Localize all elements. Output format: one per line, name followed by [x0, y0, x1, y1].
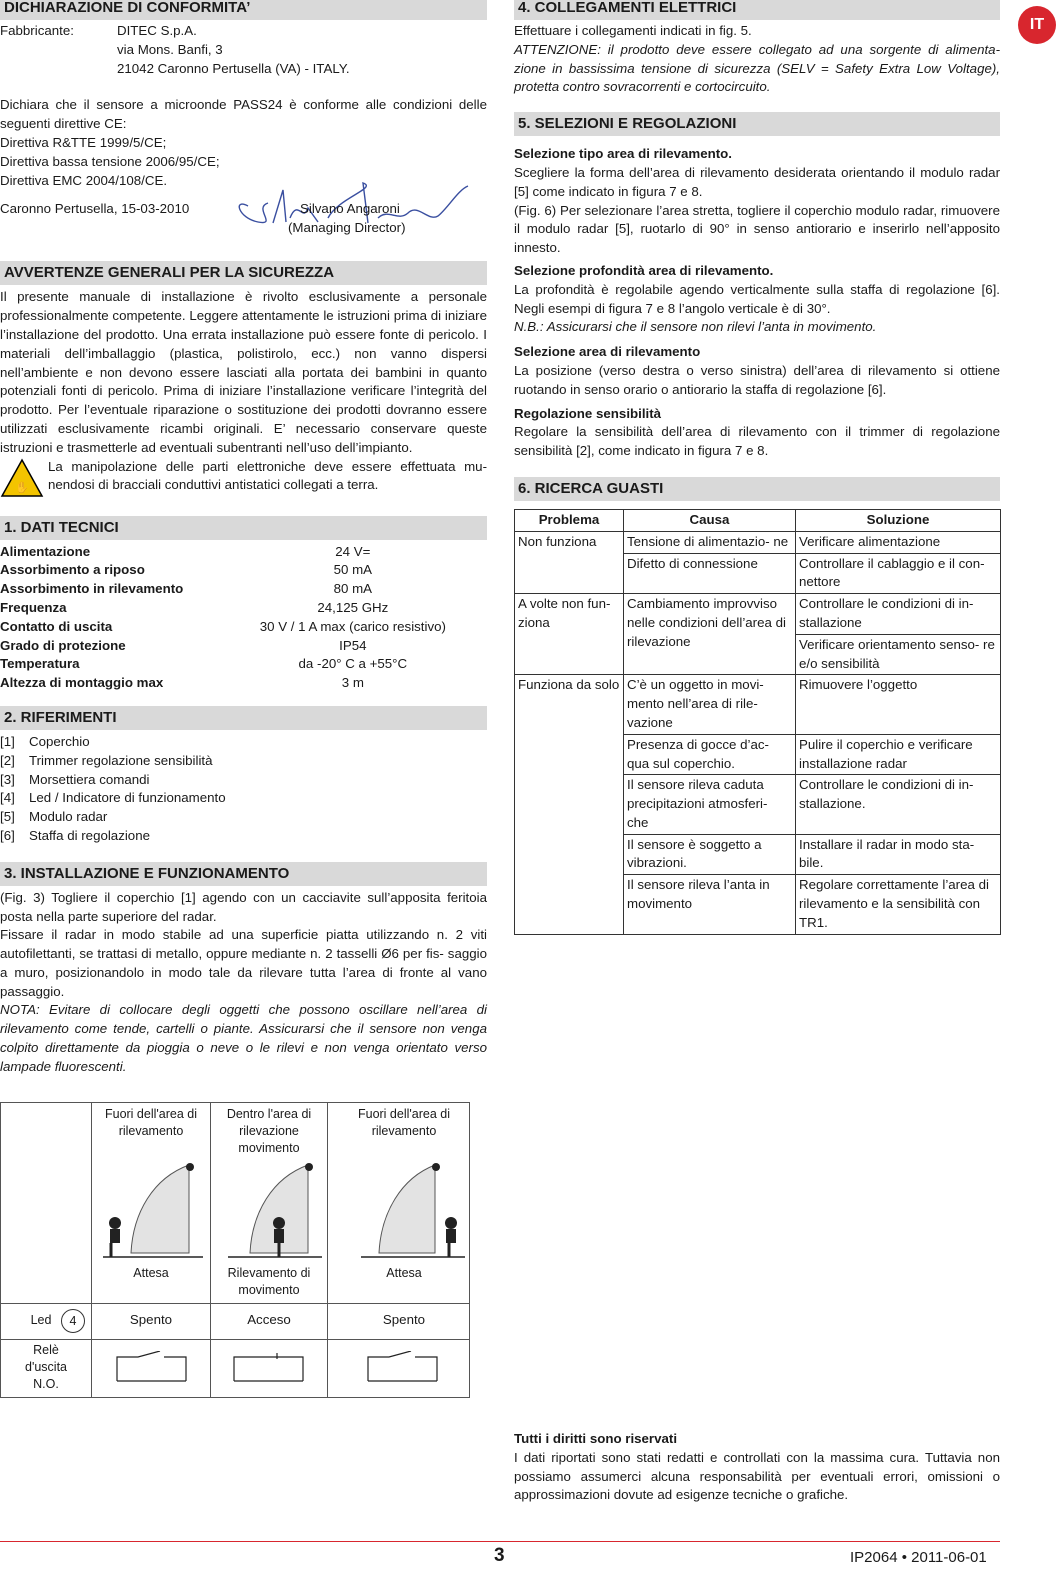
directive-item: Direttiva bassa tensione 2006/95/CE;	[0, 153, 220, 169]
detection-zone-icon	[212, 1153, 326, 1263]
rights-heading: Tutti i diritti sono riservati	[514, 1431, 678, 1446]
right-column	[514, 0, 1000, 1503]
table-header: Causa	[624, 509, 796, 531]
table-row: Il sensore è soggetto a vibrazioni. Installare il radar in modo sta- bile.	[515, 834, 1001, 875]
paragraph-note: N.B.: Assicurarsi che il sensore non rilevi l’anta in movimento.	[514, 319, 877, 335]
paragraph: La posizione (verso destra o verso sinistra) dell’area di rilevamento si ottiene ruotando in senso orario o antiorario la staffa di regolazione [6].	[514, 362, 1000, 397]
operation-figure	[0, 1102, 470, 1398]
spec-row: Assorbimento a riposo 50 mA	[0, 562, 373, 578]
table-row: Difetto di connessione Controllare il cablaggio e il con- nettore	[515, 553, 1001, 594]
section-tech-data-title: 1. DATI TECNICI	[0, 516, 487, 540]
place-date: Caronno Pertusella, 15-03-2010	[0, 201, 190, 217]
detection-zone-icon	[341, 1153, 467, 1263]
table-row: Presenza di gocce d’ac- qua sul coperchio. Pulire il coperchio e verificare installazione radar	[515, 734, 1001, 775]
state-label: Rilevamento di movimento	[227, 1266, 311, 1297]
paragraph: Regolare la sensibilità dell’area di rilevamento con il trimmer di regolazione sensibilità [2], come indicato in figura 7 e 8.	[514, 424, 1000, 459]
reference-item: [3] Morsettiera comandi	[0, 771, 150, 787]
spec-row: Temperatura da -20° C a +55°C	[0, 656, 408, 672]
language-badge: IT	[1018, 6, 1056, 44]
safety-text: Il presente manuale di installazione è rivolto esclusivamente a personale professionalmente competente. Leggere attentamente le istruzioni prima di iniziare l’installazione del prodotto. Una errata installazione può essere fonte di pericolo. I materiali dell’imballaggio (plastica, polistirolo, ecc.) non vanno dispersi nell’ambiente e non devono essere lasciati alla portata dei bambini in quanto potenziali fonti di pericolo. Prima di iniziare l’installazione verificare l’integrità del prodotto. Per l’eventuale riparazione o sostituzione dei prodotti dovranno essere utilizzati esclusivamente ricambi originali. E’ necessario conservare queste istruzioni e trasmetterle ad eventuali subentranti nell’uso dell’impianto.	[0, 289, 487, 455]
spec-row: Contatto di uscita 30 V / 1 A max (carico resistivo)	[0, 618, 446, 634]
section-selection-title: 5. SELEZIONI E REGOLAZIONI	[514, 112, 1000, 136]
relay-closed-icon	[233, 1351, 308, 1383]
subheading: Regolazione sensibilità	[514, 405, 662, 421]
paragraph: La profondità è regolabile agendo verticalmente sulla staffa di regolazione [6]. Negli esempi di figura 7 e 8 l’angolo verticale è di 30°.	[514, 281, 1000, 316]
svg-text:✋: ✋	[15, 481, 29, 494]
led-state: Acceso	[247, 1312, 291, 1327]
led-state: Spento	[382, 1312, 426, 1327]
detection-zone-icon	[93, 1153, 209, 1263]
electrical-note: ATTENZIONE: il prodotto deve essere collegato ad una sorgente di alimenta- zione in bassissima tensione di sicurezza (SELV = Safety Extra Low Voltage), protetta contro sovracorrenti e cortocircuito.	[514, 41, 1000, 95]
installation-text: (Fig. 3) Togliere il coperchio [1] agendo con un cacciavite sull’apposita feritoia posta nella parte superiore del radar.	[0, 889, 487, 924]
page-number: 3	[494, 1545, 505, 1566]
relay-open-icon	[116, 1351, 191, 1383]
manufacturer-line: 21042 Caronno Pertusella (VA) - ITALY.	[117, 60, 350, 76]
installation-text: Fissare il radar in modo stabile ad una superficie piatta utilizzando n. 2 viti autofilettanti, se trattasi di metallo, oppure mediante n. 2 tasselli Ø6 per fis- saggio a muro, posizionandolo in modo tale da rilevare tutta l’area di fronte al vano passaggio.	[0, 927, 487, 999]
spec-row: Alimentazione 24 V=	[0, 543, 371, 559]
section-declaration-title: DICHIARAZIONE DI CONFORMITA’	[0, 0, 487, 20]
subheading: Selezione tipo area di rilevamento.	[514, 146, 732, 162]
directive-item: Direttiva EMC 2004/108/CE.	[0, 172, 168, 188]
rights-text: I dati riportati sono stati redatti e controllati con la massima cura. Tuttavia non possiamo assumerci alcuna responsabilità per eventuali errori, omissioni o approssimazioni dovute ad esigenze tecniche o grafiche.	[514, 1449, 1000, 1503]
table-row: Non funziona Tensione di alimentazio- ne Verificare alimentazione	[515, 531, 1001, 553]
manufacturer-line: via Mons. Banfi, 3	[117, 41, 223, 57]
section-installation-title: 3. INSTALLAZIONE E FUNZIONAMENTO	[0, 862, 487, 886]
section-references-title: 2. RIFERIMENTI	[0, 706, 487, 730]
table-row: Verificare orientamento senso- re e/o sensibilità	[515, 634, 1001, 675]
spec-row: Assorbimento in rilevamento 80 mA	[0, 581, 373, 597]
led-label: Led	[30, 1313, 52, 1327]
subheading: Selezione area di rilevamento	[514, 344, 701, 360]
directive-item: Direttiva R&TTE 1999/5/CE;	[0, 134, 167, 150]
section-electrical-title: 4. COLLEGAMENTI ELETTRICI	[514, 0, 1000, 20]
section-troubleshooting-title: 6. RICERCA GUASTI	[514, 477, 1000, 501]
left-column	[0, 0, 487, 1077]
reference-item: [4] Led / Indicatore di funzionamento	[0, 790, 226, 806]
state-label: Attesa	[133, 1266, 169, 1280]
spec-row: Altezza di montaggio max 3 m	[0, 675, 364, 691]
state-label: Attesa	[386, 1266, 422, 1280]
reference-item: [5] Modulo radar	[0, 809, 108, 825]
manufacturer-line: DITEC S.p.A.	[117, 23, 197, 38]
document-id: IP2064 • 2011-06-01	[850, 1549, 987, 1566]
reference-item: [6] Staffa di regolazione	[0, 827, 150, 843]
esd-warning-text: La manipolazione delle parti elettroniche deve essere effettuata mu- nendosi di bracciali conduttivi antistatici collegati a terra.	[48, 458, 487, 493]
led-ref-circle: 4	[61, 1309, 85, 1333]
relay-open-icon	[367, 1351, 442, 1383]
reference-item: [1] Coperchio	[0, 733, 90, 749]
relay-label: Relè d'uscita N.O.	[25, 1343, 67, 1391]
declaration-text: Dichiara che il sensore a microonde PASS24 è conforme alle condizioni delle seguenti direttive CE:	[0, 97, 487, 132]
subheading: Selezione profondità area di rilevamento.	[514, 262, 774, 278]
table-row: Funziona da solo C’è un oggetto in movi- mento nell’area di rile- vazione Rimuovere l’oggetto	[515, 675, 1001, 734]
paragraph: Scegliere la forma dell’area di rilevamento desiderata orientando il modulo radar [5] come indicato in figura 7 e 8.	[514, 164, 1000, 199]
footer-rule	[0, 1541, 1000, 1542]
table-row: Il sensore rileva caduta precipitazioni atmosferi- che Controllare le condizioni di in- stallazione.	[515, 775, 1001, 834]
signer-role: (Managing Director)	[288, 220, 406, 236]
paragraph: (Fig. 6) Per selezionare l’area stretta, togliere il coperchio modulo radar, rimuovere il modulo radar [5], ruotarlo di 90° in senso antiorario e inserirlo nell’apposito innesto.	[514, 202, 1000, 256]
figure-column-title: Fuori dell'area di rilevamento	[104, 1107, 198, 1138]
led-state: Spento	[129, 1312, 173, 1327]
section-safety-title: AVVERTENZE GENERALI PER LA SICUREZZA	[0, 261, 487, 285]
troubleshooting-table	[514, 509, 1001, 935]
table-header: Soluzione	[796, 509, 1001, 531]
spec-row: Grado di protezione IP54	[0, 637, 367, 653]
manufacturer-label: Fabbricante:	[0, 23, 74, 38]
installation-note: NOTA: Evitare di collocare degli oggetti che possono oscillare nell’area di rilevamento come tende, cartelli o piante. Assicurarsi che il sensore non venga colpito direttamente da pioggia o neve o le rilevi e non venga orientato verso lampade fluorescenti.	[0, 1002, 487, 1074]
figure-column-title: Fuori dell'area di rilevamento	[357, 1107, 451, 1138]
reference-item: [2] Trimmer regolazione sensibilità	[0, 752, 213, 768]
electrical-text: Effettuare i collegamenti indicati in fig. 5.	[514, 23, 752, 38]
signer-name: Silvano Angaroni	[300, 201, 400, 217]
table-header: Problema	[515, 509, 624, 531]
table-row: Il sensore rileva l’anta in movimento Regolare correttamente l’area di rilevamento e la sensibilità con TR1.	[515, 875, 1001, 934]
esd-warning-icon	[0, 458, 44, 498]
figure-column-title: Dentro l'area di rilevazione movimento	[226, 1107, 312, 1155]
spec-row: Frequenza 24,125 GHz	[0, 599, 389, 615]
table-row: A volte non fun- ziona Cambiamento improvviso nelle condizioni dell’area di rilevazione Controllare le condizioni di in- stallazione	[515, 594, 1001, 635]
